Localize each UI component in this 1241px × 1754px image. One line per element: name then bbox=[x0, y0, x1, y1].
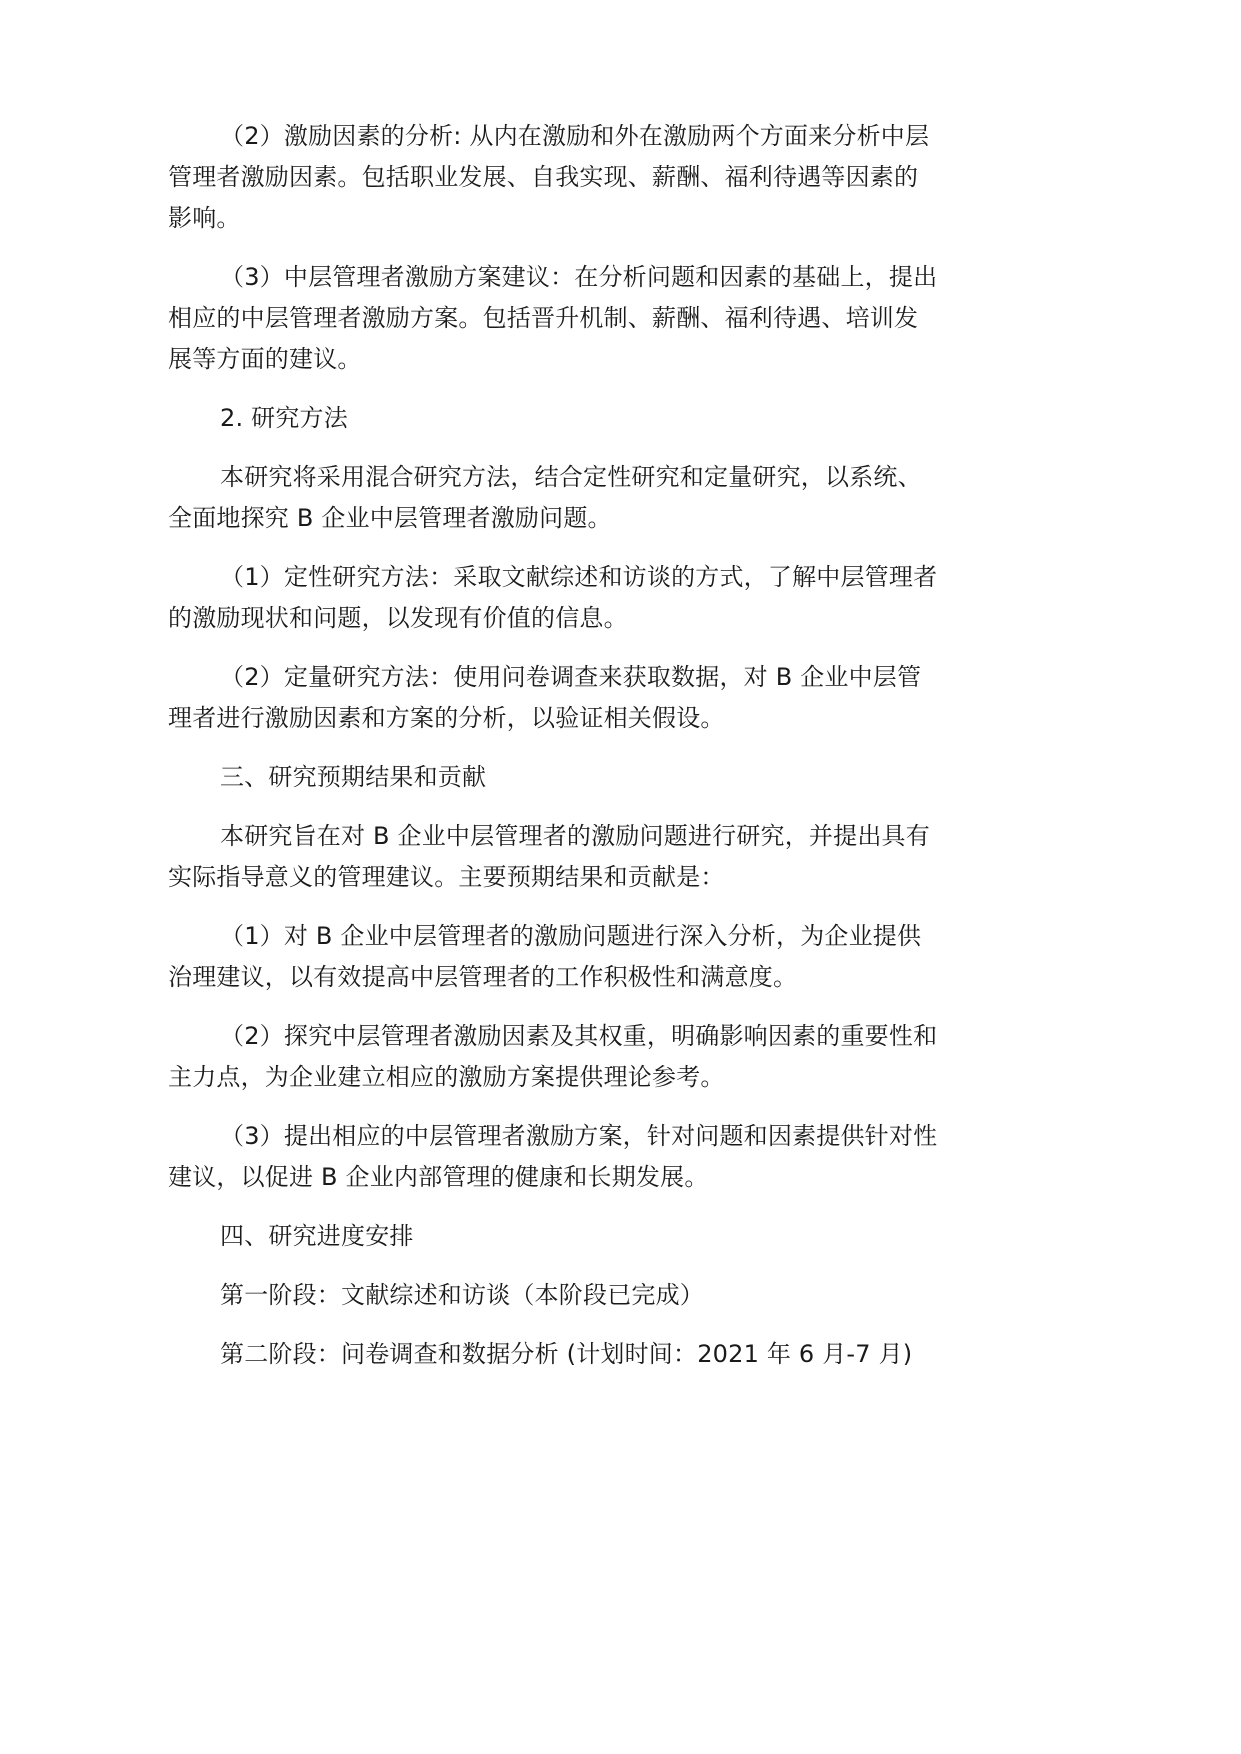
paragraph-result-1: （1）对 B 企业中层管理者的激励问题进行深入分析，为企业提供治理建议，以有效提高中层管理者的工作积极性和满意度。 bbox=[168, 922, 922, 991]
paragraph-result-3: （3）提出相应的中层管理者激励方案，针对问题和因素提供针对性建议，以促进 B 企业内部管理的健康和长期发展。 bbox=[168, 1122, 938, 1191]
section-heading-methods: 2. 研究方法 bbox=[220, 404, 348, 432]
paragraph-methods-intro: 本研究将采用混合研究方法，结合定性研究和定量研究，以系统、全面地探究 B 企业中层管理者激励问题。 bbox=[168, 463, 922, 532]
paragraph-qualitative-method: （1）定性研究方法：采取文献综述和访谈的方式，了解中层管理者的激励现状和问题，以发现有价值的信息。 bbox=[168, 563, 938, 632]
document-page bbox=[168, 116, 938, 1393]
paragraph-quantitative-method: （2）定量研究方法：使用问卷调查来获取数据，对 B 企业中层管理者进行激励因素和方案的分析，以验证相关假设。 bbox=[168, 663, 922, 732]
paragraph-incentive-proposals: （3）中层管理者激励方案建议：在分析问题和因素的基础上，提出相应的中层管理者激励方案。包括晋升机制、薪酬、福利待遇、培训发展等方面的建议。 bbox=[168, 263, 938, 373]
section-heading-schedule: 四、研究进度安排 bbox=[220, 1222, 414, 1250]
section-heading-expected-results: 三、研究预期结果和贡献 bbox=[220, 763, 487, 791]
paragraph-motivation-factors: （2）激励因素的分析: 从内在激励和外在激励两个方面来分析中层管理者激励因素。包括职业发展、自我实现、薪酬、福利待遇等因素的影响。 bbox=[168, 122, 930, 232]
paragraph-schedule-stage-2: 第二阶段：问卷调查和数据分析 (计划时间：2021 年 6 月-7 月) bbox=[220, 1340, 913, 1368]
paragraph-result-2: （2）探究中层管理者激励因素及其权重，明确影响因素的重要性和主力点，为企业建立相应的激励方案提供理论参考。 bbox=[168, 1022, 938, 1091]
paragraph-results-intro: 本研究旨在对 B 企业中层管理者的激励问题进行研究，并提出具有实际指导意义的管理建议。主要预期结果和贡献是： bbox=[168, 822, 930, 891]
paragraph-schedule-stage-1: 第一阶段：文献综述和访谈（本阶段已完成） bbox=[220, 1281, 704, 1309]
